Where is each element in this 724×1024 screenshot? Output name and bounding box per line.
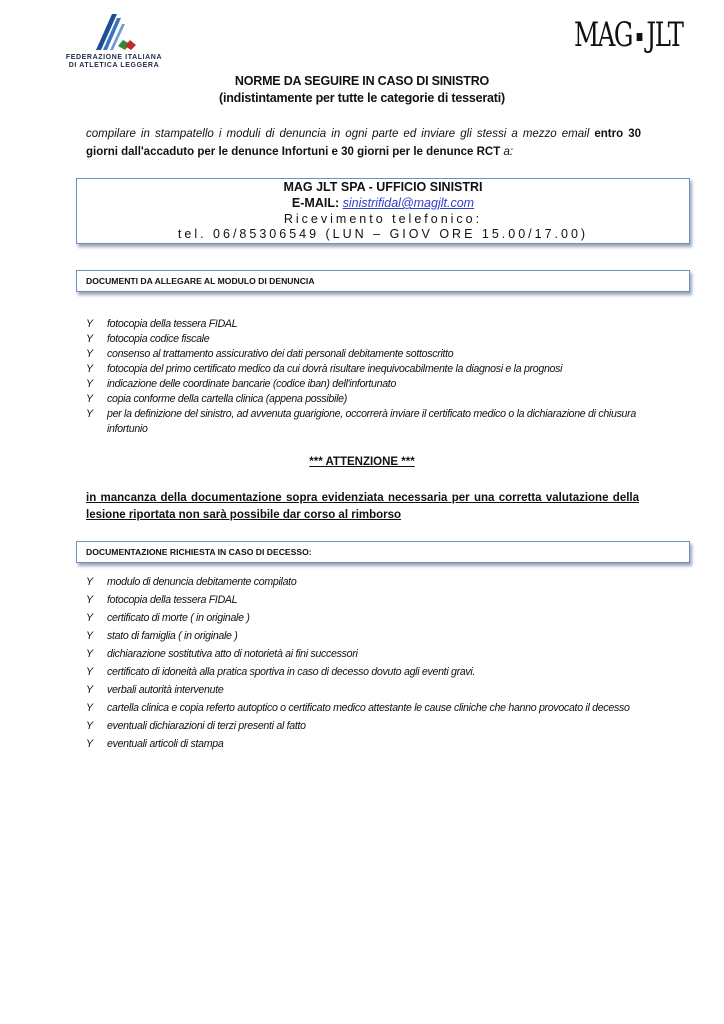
- fidal-logo-icon: [90, 12, 138, 52]
- documents-section-heading: DOCUMENTI DA ALLEGARE AL MODULO DI DENUNCIA: [86, 276, 315, 286]
- bullet-icon: Y: [86, 576, 93, 588]
- email-line: E-MAIL: sinistrifidal@magjlt.com: [291, 196, 475, 210]
- list-item: Y indicazione delle coordinate bancarie (codice iban) dell'infortunato: [86, 378, 397, 390]
- bullet-icon: Y: [86, 738, 93, 750]
- intro-paragraph: compilare in stampatello i moduli di denuncia in ogni parte ed inviare gli stessi a mezzo email entro 30 giorni dall'accaduto per le denunce Infortuni e 30 giorni per le denunce RCT a:: [86, 128, 641, 158]
- bullet-icon: Y: [86, 318, 93, 330]
- list-item: Y consenso al trattamento assicurativo dei dati personali debitamente sottoscritto: [86, 348, 454, 360]
- contact-box: [76, 178, 690, 244]
- fidal-logo: [58, 12, 170, 72]
- page-subtitle: (indistintamente per tutte le categorie di tesserati): [219, 91, 505, 105]
- fidal-logo-text: FEDERAZIONE ITALIANA DI ATLETICA LEGGERA: [65, 54, 163, 69]
- bullet-icon: Y: [86, 408, 93, 420]
- list-item: Y fotocopia del primo certificato medico da cui dovrà risultare inequivocabilmente la diagnosi e la prognosi: [86, 363, 563, 375]
- list-item: Y modulo di denuncia debitamente compilato: [86, 573, 646, 591]
- bullet-icon: Y: [86, 333, 93, 345]
- bullet-icon: Y: [86, 348, 93, 360]
- bullet-icon: Y: [86, 363, 93, 375]
- phone-label: Ricevimento telefonico:: [283, 212, 483, 226]
- office-name: MAG JLT SPA - UFFICIO SINISTRI: [283, 180, 483, 194]
- list-item: Y verbali autorità intervenute: [86, 681, 646, 699]
- death-section-heading: DOCUMENTAZIONE RICHIESTA IN CASO DI DECESSO:: [86, 547, 312, 557]
- phone-number: tel. 06/85306549 (LUN – GIOV ORE 15.00/17.00): [177, 227, 589, 241]
- death-section-header: [76, 541, 690, 563]
- list-item: Y eventuali articoli di stampa: [86, 735, 646, 753]
- list-item: Y dichiarazione sostitutiva atto di notorietà ai fini successori: [86, 645, 646, 663]
- list-item: Y copia conforme della cartella clinica (appena possibile): [86, 393, 347, 405]
- bullet-icon: Y: [86, 648, 93, 660]
- documents-list: [86, 317, 646, 437]
- bullet-icon: Y: [86, 666, 93, 678]
- list-item: Y certificato di idoneità alla pratica sportiva in caso di decesso dovuto agli eventi gravi.: [86, 663, 646, 681]
- list-item: Y eventuali dichiarazioni di terzi presenti al fatto: [86, 717, 646, 735]
- list-item: Y certificato di morte ( in originale ): [86, 609, 646, 627]
- list-item: Y cartella clinica e copia referto autoptico o certificato medico attestante le cause cliniche che hanno provocato il decesso: [86, 699, 646, 717]
- email-link[interactable]: sinistrifidal@magjlt.com: [342, 196, 475, 210]
- list-item: Y per la definizione del sinistro, ad avvenuta guarigione, occorrerà inviare il certificato medico o la dichiarazione di chiusura infortunio: [86, 408, 636, 435]
- list-item: Y stato di famiglia ( in originale ): [86, 627, 646, 645]
- bullet-icon: Y: [86, 684, 93, 696]
- list-item: Y fotocopia codice fiscale: [86, 333, 210, 345]
- bullet-icon: Y: [86, 612, 93, 624]
- logo-square-icon: [636, 33, 642, 41]
- death-documents-list: [86, 573, 646, 753]
- page-title: NORME DA SEGUIRE IN CASO DI SINISTRO: [234, 74, 490, 88]
- attention-label: *** ATTENZIONE ***: [309, 456, 415, 468]
- list-item: Y fotocopia della tessera FIDAL: [86, 318, 238, 330]
- bullet-icon: Y: [86, 378, 93, 390]
- documents-section-header: [76, 270, 690, 292]
- attention-warning: in mancanza della documentazione sopra evidenziata necessaria per una corretta valutazione della lesione riportata non sarà possibile dar corso al rimborso: [86, 492, 639, 521]
- bullet-icon: Y: [86, 702, 93, 714]
- bullet-icon: Y: [86, 594, 93, 606]
- bullet-icon: Y: [86, 393, 93, 405]
- list-item: Y fotocopia della tessera FIDAL: [86, 591, 646, 609]
- mag-jlt-logo: MAG JLT: [574, 15, 683, 55]
- bullet-icon: Y: [86, 630, 93, 642]
- bullet-icon: Y: [86, 720, 93, 732]
